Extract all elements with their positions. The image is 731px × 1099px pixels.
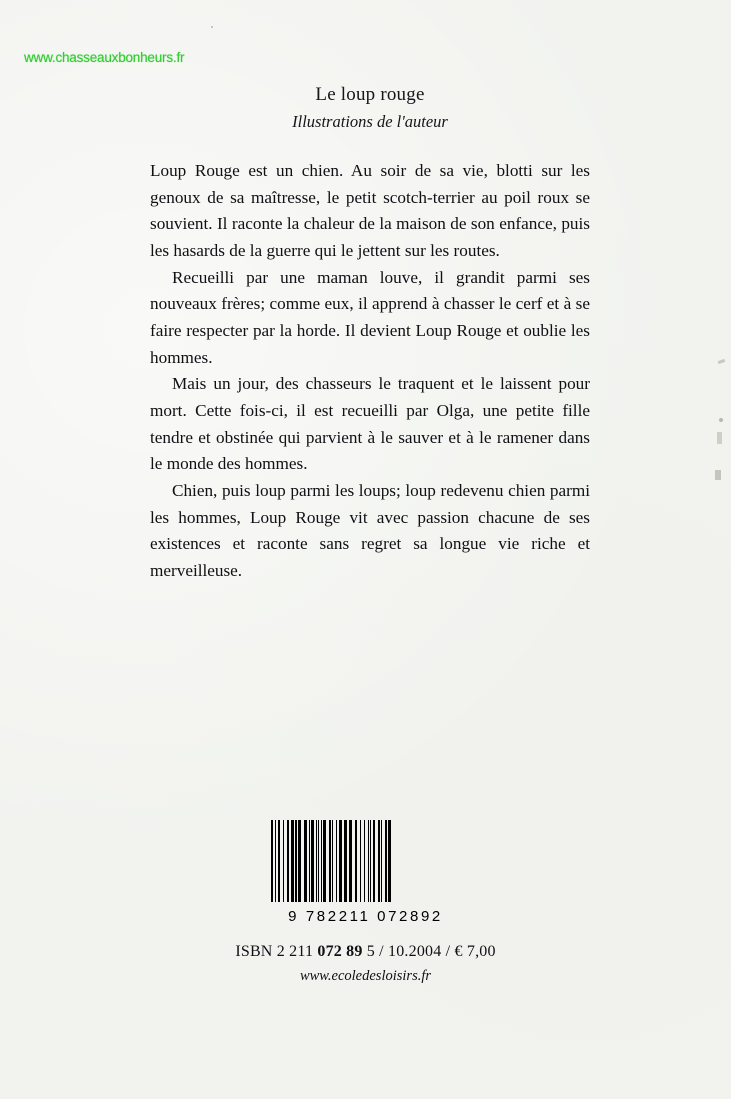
isbn-prefix: ISBN 2 211 bbox=[235, 943, 318, 960]
edge-blemish bbox=[715, 470, 721, 480]
ean13-barcode bbox=[271, 820, 461, 902]
isbn-bold: 072 89 bbox=[317, 943, 363, 960]
paper-speck bbox=[211, 26, 213, 28]
blurb-paragraph: Loup Rouge est un chien. Au soir de sa vie, blotti sur les genoux de sa maîtresse, le petit scotch-terrier au poil roux se souvient. Il raconte la chaleur de la maison de son enfance, puis les hasards de la guerre qui le jettent sur les routes. bbox=[150, 161, 590, 260]
blurb-text bbox=[150, 158, 590, 585]
edge-blemish bbox=[717, 432, 722, 444]
barcode-digits: 9 782211 072892 bbox=[288, 908, 443, 925]
blurb-paragraph: Chien, puis loup parmi les loups; loup redevenu chien parmi les hommes, Loup Rouge vit avec passion chacune de ses existences et raconte sans regret sa longue vie riche et merveilleuse. bbox=[150, 480, 590, 580]
edge-blemish bbox=[718, 359, 726, 364]
blurb-paragraph: Mais un jour, des chasseurs le traquent et le laissent pour mort. Cette fois-ci, il est recueilli par Olga, une petite fille tendre et obstinée qui parvient à le sauver et à le ramener dans le monde des hommes. bbox=[150, 374, 590, 474]
blurb-paragraph: Recueilli par une maman louve, il grandit parmi ses nouveaux frères; comme eux, il apprend à chasser le cerf et à se faire respecter par la horde. Il devient Loup Rouge et oublie les hommes. bbox=[150, 267, 590, 367]
cover-content bbox=[150, 84, 590, 585]
isbn-line bbox=[0, 943, 731, 961]
barcode-area bbox=[0, 820, 731, 985]
title-block bbox=[150, 84, 590, 132]
publisher-website: www.ecoledesloisirs.fr bbox=[299, 968, 432, 984]
barcode-bars bbox=[271, 820, 461, 902]
isbn-suffix: 5 / 10.2004 / € 7,00 bbox=[362, 943, 496, 960]
book-title: Le loup rouge bbox=[315, 84, 425, 105]
site-watermark: www.chasseauxbonheurs.fr bbox=[24, 50, 185, 65]
book-subtitle: Illustrations de l'auteur bbox=[292, 112, 448, 131]
edge-blemish bbox=[719, 418, 723, 422]
